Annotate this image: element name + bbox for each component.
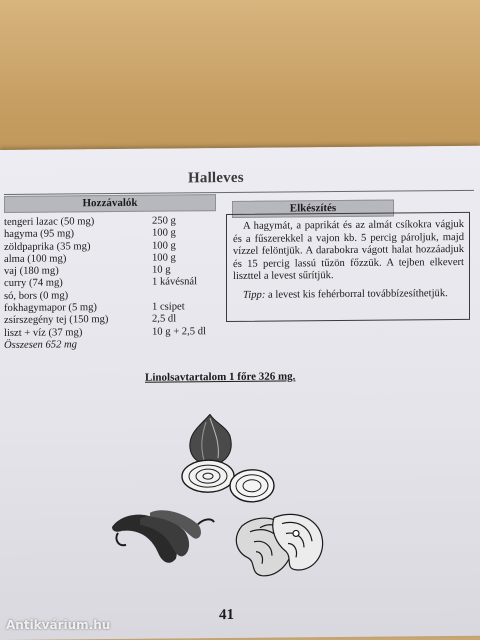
- ingredient-quantity: 250 g: [152, 215, 176, 227]
- ingredient-quantity: 1 kávésnál: [152, 276, 198, 289]
- preparation-heading: Elkészítés: [232, 200, 394, 218]
- ingredients-total: Összesen 652 mg: [4, 339, 77, 351]
- ingredient-name: fokhagymapor (5 mg): [4, 302, 97, 315]
- book-page: [0, 146, 480, 640]
- page-number: 41: [219, 606, 234, 624]
- ingredient-name: zöldpaprika (35 mg): [4, 240, 91, 253]
- ingredient-name: hagyma (95 mg): [4, 228, 75, 241]
- recipe-title: Halleves: [188, 169, 244, 187]
- linolic-acid-note: Linolsavtartalom 1 főre 326 mg.: [145, 370, 296, 384]
- onion-icon: [182, 414, 274, 503]
- pepper-icon: [112, 510, 214, 563]
- ingredient-name: só, bors (0 mg): [4, 290, 69, 302]
- tip-paragraph: [233, 288, 464, 303]
- ingredient-quantity: 100 g: [152, 252, 176, 264]
- salmon-steak-icon: [236, 514, 322, 576]
- ingredient-quantity: 2,5 dl: [152, 313, 177, 326]
- tip-text: a levest kis fehérborral továbbízesíthetjük.: [265, 288, 448, 301]
- preparation-text: A hagymát, a paprikát és az almát csíkokra vágjuk és a fűszerekkel a vajon kb. 5 percig pároljuk, majd vízzel felöntjük. A darabokra vágott halat hozzáadjuk és 15 percig lassú tűzön főzzük. A tejben elkevert liszttel a levest sűrítjük.: [233, 218, 464, 283]
- ingredient-name: vaj (180 mg): [4, 265, 59, 278]
- ingredients-heading: Hozzávalók: [4, 194, 216, 213]
- tip-label: Tipp:: [243, 289, 266, 301]
- ingredient-quantity: 100 g: [152, 227, 176, 239]
- ingredient-quantity: 10 g: [152, 264, 171, 276]
- ingredient-quantity: 100 g: [152, 240, 176, 252]
- ingredient-quantity: 1 csipet: [152, 301, 185, 313]
- ingredient-name: alma (100 mg): [4, 253, 67, 265]
- title-rule: [4, 190, 474, 195]
- ingredients-list: [4, 215, 236, 352]
- preparation-box: [226, 212, 470, 322]
- ingredient-name: zsírszegény tej (150 mg): [4, 314, 109, 327]
- food-illustration: [110, 413, 340, 585]
- ingredient-quantity: 10 g + 2,5 dl: [152, 325, 206, 338]
- watermark-text: Antikvárium.hu: [6, 618, 111, 632]
- ingredient-name: curry (74 mg): [4, 277, 63, 290]
- ingredient-name: tengeri lazac (50 mg): [4, 216, 95, 228]
- ingredient-name: liszt + víz (37 mg): [4, 326, 83, 339]
- table-background: [0, 0, 480, 160]
